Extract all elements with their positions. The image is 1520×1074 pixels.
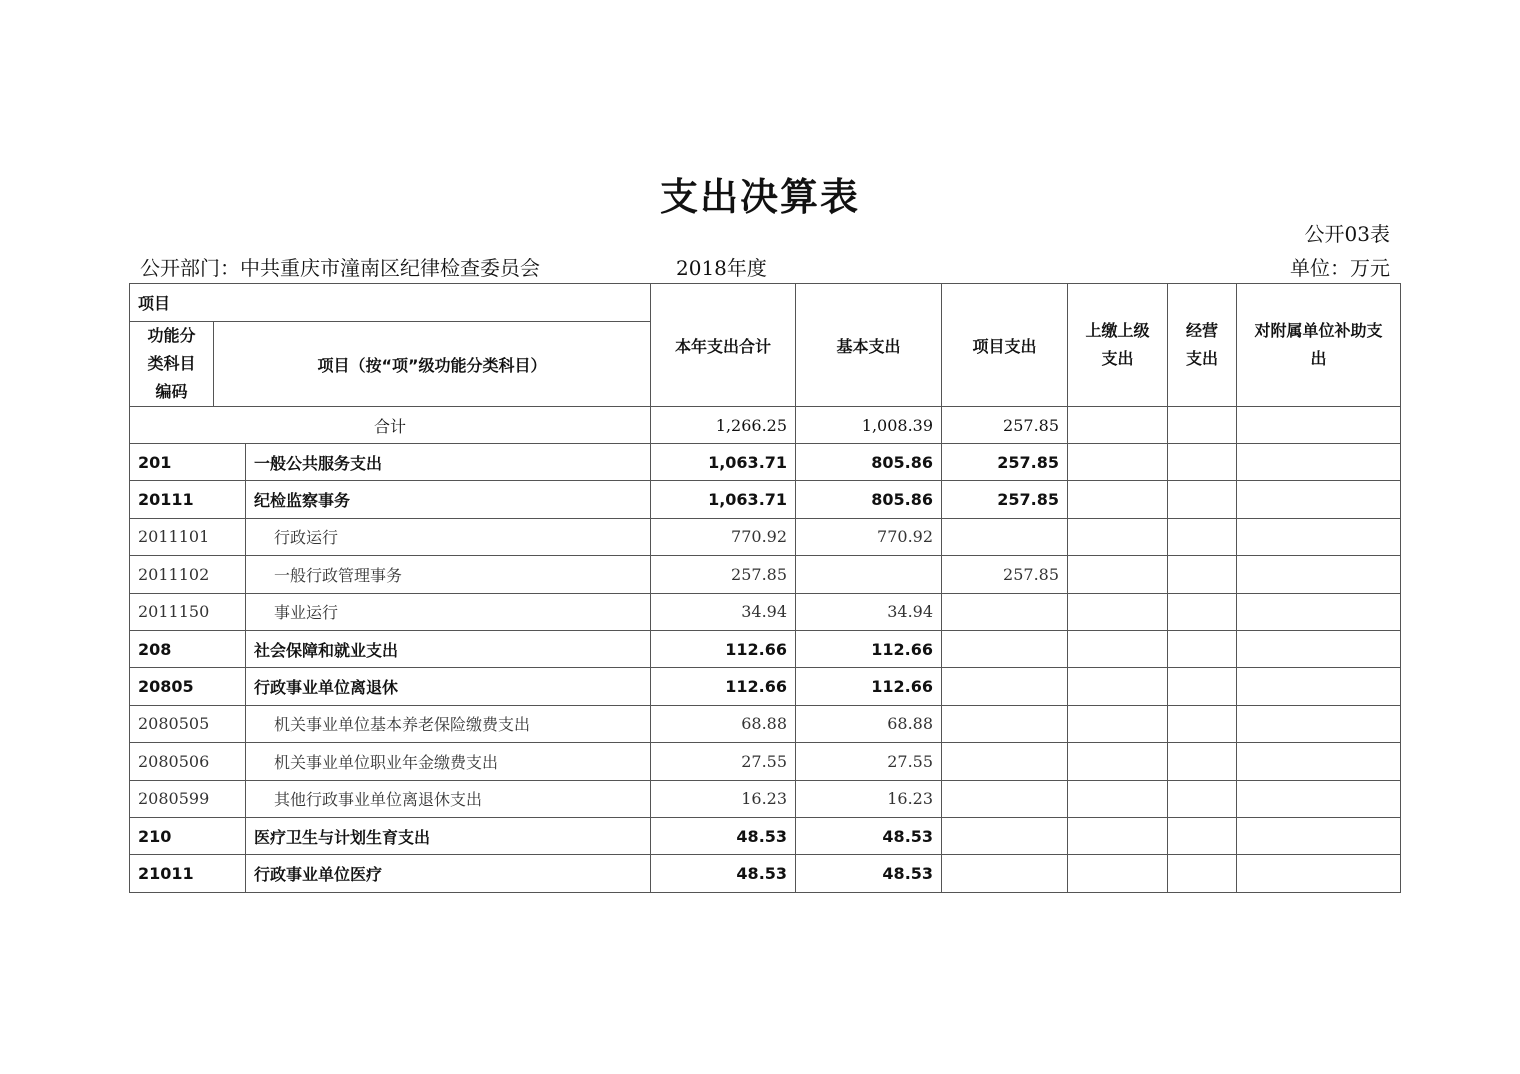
row-upper [1068,780,1168,817]
row-name: 纪检监察事务 [246,481,651,518]
row-basic: 68.88 [796,705,942,742]
header-upper [1068,284,1168,407]
row-upper [1068,705,1168,742]
row-total: 1,063.71 [651,444,796,481]
row-subsidy [1237,630,1401,667]
row-code: 208 [130,630,246,667]
row-name: 行政事业单位离退休 [246,668,651,705]
table-row [130,593,1401,630]
total-subsidy [1237,407,1401,444]
row-subsidy [1237,593,1401,630]
row-code: 201 [130,444,246,481]
row-project: 257.85 [942,444,1068,481]
header-basic: 基本支出 [796,284,942,407]
row-subsidy [1237,668,1401,705]
row-business [1168,780,1237,817]
header-code-text: 功能分类科目编码 [147,326,196,401]
row-total: 257.85 [651,556,796,593]
row-total: 16.23 [651,780,796,817]
row-code: 2011101 [130,518,246,555]
row-upper [1068,481,1168,518]
row-basic: 48.53 [796,817,942,854]
row-code: 2080506 [130,743,246,780]
row-project [942,593,1068,630]
row-business [1168,743,1237,780]
total-business [1168,407,1237,444]
form-number: 公开03表 [1304,222,1390,246]
header-business-text: 经营支出 [1186,321,1219,368]
row-name: 医疗卫生与计划生育支出 [246,817,651,854]
row-basic: 48.53 [796,855,942,892]
row-upper [1068,444,1168,481]
table-row [130,743,1401,780]
row-code: 210 [130,817,246,854]
row-project: 257.85 [942,556,1068,593]
row-name: 事业运行 [246,593,651,630]
row-basic: 112.66 [796,668,942,705]
row-project [942,705,1068,742]
row-name: 机关事业单位职业年金缴费支出 [246,743,651,780]
unit-label: 单位：万元 [1290,256,1390,280]
row-business [1168,817,1237,854]
table-row [130,780,1401,817]
row-total: 1,063.71 [651,481,796,518]
row-total: 48.53 [651,817,796,854]
row-subsidy [1237,705,1401,742]
row-upper [1068,593,1168,630]
table-body [130,444,1401,893]
row-basic: 805.86 [796,444,942,481]
row-basic: 770.92 [796,518,942,555]
total-basic: 1,008.39 [796,407,942,444]
row-code: 21011 [130,855,246,892]
row-upper [1068,556,1168,593]
table-row [130,481,1401,518]
row-subsidy [1237,780,1401,817]
row-code: 2080505 [130,705,246,742]
row-upper [1068,630,1168,667]
department-label: 公开部门：中共重庆市潼南区纪律检查委员会 [140,256,540,280]
row-upper [1068,518,1168,555]
fiscal-year: 2018年度 [676,256,767,280]
row-code: 2080599 [130,780,246,817]
row-business [1168,705,1237,742]
header-total: 本年支出合计 [651,284,796,407]
row-total: 112.66 [651,630,796,667]
row-upper [1068,668,1168,705]
table-row [130,518,1401,555]
table-row [130,705,1401,742]
row-project [942,743,1068,780]
row-business [1168,444,1237,481]
row-business [1168,855,1237,892]
table-row [130,630,1401,667]
header-upper-text: 上缴上级支出 [1085,321,1150,368]
row-name: 其他行政事业单位离退休支出 [246,780,651,817]
row-project [942,855,1068,892]
header-subsidy [1237,284,1401,407]
table-row [130,817,1401,854]
row-upper [1068,743,1168,780]
row-project [942,630,1068,667]
row-subsidy [1237,444,1401,481]
row-total: 48.53 [651,855,796,892]
row-code: 20805 [130,668,246,705]
row-project [942,518,1068,555]
row-total: 34.94 [651,593,796,630]
row-upper [1068,817,1168,854]
total-label: 合计 [130,407,651,444]
total-project: 257.85 [942,407,1068,444]
row-project [942,780,1068,817]
row-name: 机关事业单位基本养老保险缴费支出 [246,705,651,742]
header-code [130,322,214,407]
table-row [130,556,1401,593]
table-row [130,444,1401,481]
row-subsidy [1237,481,1401,518]
header-business [1168,284,1237,407]
row-business [1168,593,1237,630]
row-business [1168,630,1237,667]
row-basic: 16.23 [796,780,942,817]
row-project: 257.85 [942,481,1068,518]
row-code: 2011150 [130,593,246,630]
total-upper [1068,407,1168,444]
expenditure-table [129,283,1401,893]
row-subsidy [1237,855,1401,892]
header-subsidy-text: 对附属单位补助支出 [1254,321,1383,368]
row-business [1168,481,1237,518]
header-project-expense: 项目支出 [942,284,1068,407]
row-project [942,668,1068,705]
row-business [1168,518,1237,555]
row-code: 2011102 [130,556,246,593]
row-subsidy [1237,817,1401,854]
row-name: 一般行政管理事务 [246,556,651,593]
row-subsidy [1237,518,1401,555]
row-basic [796,556,942,593]
row-business [1168,668,1237,705]
row-project [942,817,1068,854]
total-amount: 1,266.25 [651,407,796,444]
row-name: 社会保障和就业支出 [246,630,651,667]
row-business [1168,556,1237,593]
row-total: 27.55 [651,743,796,780]
row-subsidy [1237,556,1401,593]
row-basic: 805.86 [796,481,942,518]
table-row [130,855,1401,892]
row-name: 行政事业单位医疗 [246,855,651,892]
header-name: 项目（按“项”级功能分类科目） [214,322,651,407]
row-basic: 112.66 [796,630,942,667]
row-basic: 34.94 [796,593,942,630]
table-row [130,668,1401,705]
row-total: 112.66 [651,668,796,705]
row-name: 行政运行 [246,518,651,555]
row-total: 68.88 [651,705,796,742]
page-title: 支出决算表 [659,175,860,219]
row-basic: 27.55 [796,743,942,780]
header-project: 项目 [130,284,651,322]
row-name: 一般公共服务支出 [246,444,651,481]
row-subsidy [1237,743,1401,780]
row-total: 770.92 [651,518,796,555]
row-code: 20111 [130,481,246,518]
row-upper [1068,855,1168,892]
